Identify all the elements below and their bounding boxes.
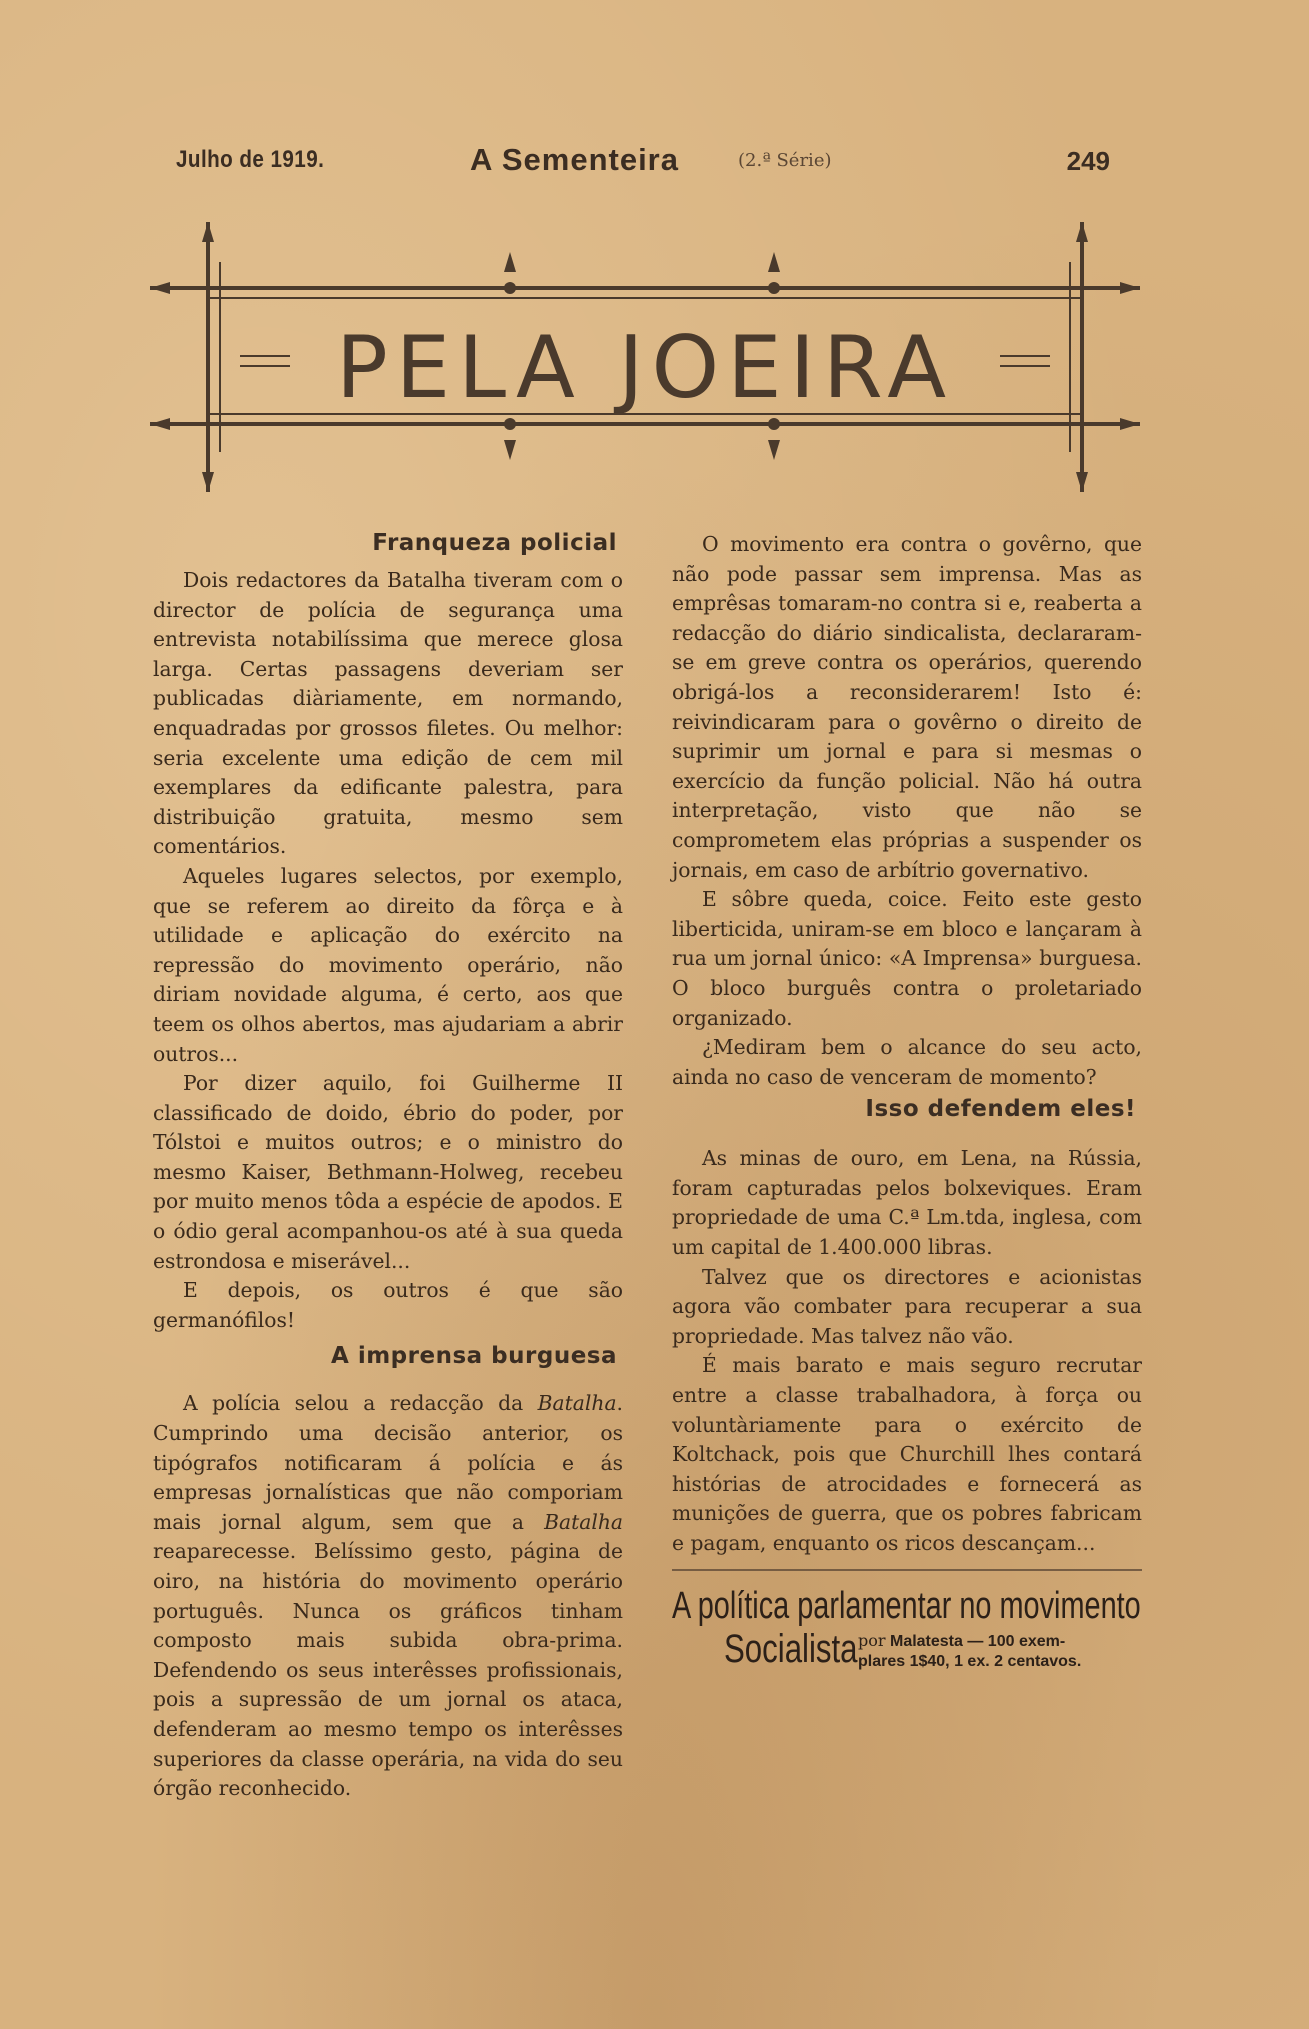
banner-title: PELA JOEIRA xyxy=(335,318,955,418)
publication-title: A Sementeira xyxy=(470,142,679,177)
section-heading-imprensa: A imprensa burguesa xyxy=(331,1343,617,1370)
article-paragraph: Aqueles lugares selectos, por exemplo, que se referem ao direito da fôrça e à utilidade e aplicação do exército na repressão do movimento operário, não diriam novidade alguma, é certo, aos que teem os olhos abertos, mas ajudariam a abrir outros... xyxy=(153,863,623,1066)
article-paragraph: E sôbre queda, coice. Feito este gesto liberticida, uniram-se em bloco e lançaram à rua um jornal único: «A Imprensa» burguesa. O bloco burguês contra o proletariado organizado. xyxy=(672,887,1142,1030)
section-heading-franqueza: Franqueza policial xyxy=(372,530,617,556)
series-label: (2.ª Série) xyxy=(738,150,832,171)
book-advertisement xyxy=(672,1585,1152,1677)
article-paragraph: ¿Mediram bem o alcance do seu acto, ainda no caso de venceram de momento? xyxy=(672,1035,1142,1089)
article-paragraph: O movimento era contra o govêrno, que não pode passar sem imprensa. Mas as emprêsas tomaram-no contra si e, reaberta a redacção do diário sindicalista, declararam-se em greve contra os operários, querendo obrigá-los a reconsiderarem! Isto é: reivindicaram para o govêrno o direito de suprimir um jornal e para si mesmas o exercício da função policial. Não há outra interpretação, visto que não se comprometem elas próprias a suspender os jornais, em caso de arbítrio governativo. xyxy=(672,532,1142,882)
article-paragraph: Por dizer aquilo, foi Guilherme II classificado de doido, ébrio do poder, por Tólstoi e muitos outros; e o ministro do mesmo Kaiser, Bethmann-Holweg, recebeu por muito menos tôda a espécie de apodos. E o ódio geral acompanhou-os até à sua queda estrondosa e miserável... xyxy=(153,1071,623,1273)
article-paragraph: As minas de ouro, em Lena, na Rússia, foram capturadas pelos bolxeviques. Eram propriedade de uma C.ª Lm.tda, inglesa, com um capital de 1.400.000 libras. xyxy=(672,1146,1142,1260)
article-paragraph: Dois redactores da Batalha tiveram com o director de polícia de segurança uma entrevista notabilíssima que merece glosa larga. Certas passagens deveriam ser publicadas diàriamente, em normando, enquadradas por grossos filetes. Ou melhor: seria excelente uma edição de cem mil exemplares da edificante palestra, para distribuição gratuita, mesmo sem comentários. xyxy=(153,568,623,859)
left-column xyxy=(153,530,623,1804)
page-number: 249 xyxy=(1066,146,1110,176)
ad-title-word: Socialista xyxy=(724,1626,858,1671)
running-header xyxy=(170,142,1120,182)
article-paragraph: E depois, os outros é que são germanófilos! xyxy=(153,1278,623,1332)
ad-details: por Malatesta — 100 exem- plares 1$40, 1 ex. 2 centavos. xyxy=(858,1630,1082,1670)
right-column xyxy=(672,530,1142,1677)
divider-rule xyxy=(672,1569,1142,1571)
article-paragraph: É mais barato e mais seguro recrutar entre a classe trabalhadora, à força ou voluntàriamente para o exército de Koltchack, pois que Churchill lhes contará histórias de atrocidades e fornecerá as munições de guerra, que os pobres fabricam e pagam, enquanto os ricos descançam... xyxy=(672,1353,1142,1555)
article-paragraph: Talvez que os directores e acionistas agora vão combater para recuperar a sua propriedade. Mas talvez não vão. xyxy=(672,1264,1142,1348)
issue-date: Julho de 1919. xyxy=(176,146,325,173)
article-paragraph: A polícia selou a redacção da Batalha. Cumprindo uma decisão anterior, os tipógrafos notificaram á polícia e ás empresas jornalísticas que não comporiam mais jornal algum, sem que a Batalha reaparecesse. Belíssimo gesto, página de oiro, na história do movimento operário português. Nunca os gráficos tinham composto mais subida obra-prima. Defendendo os seus interêsses profissionais, pois a supressão de um jornal os ataca, defenderam ao mesmo tempo os interêsses superiores da classe operária, na vida do seu órgão reconhecido. xyxy=(153,1391,623,1801)
section-banner xyxy=(150,222,1140,492)
ad-title: A política parlamentar no movimento xyxy=(672,1584,1141,1627)
section-heading-isso-defendem: Isso defendem eles! xyxy=(865,1096,1136,1123)
